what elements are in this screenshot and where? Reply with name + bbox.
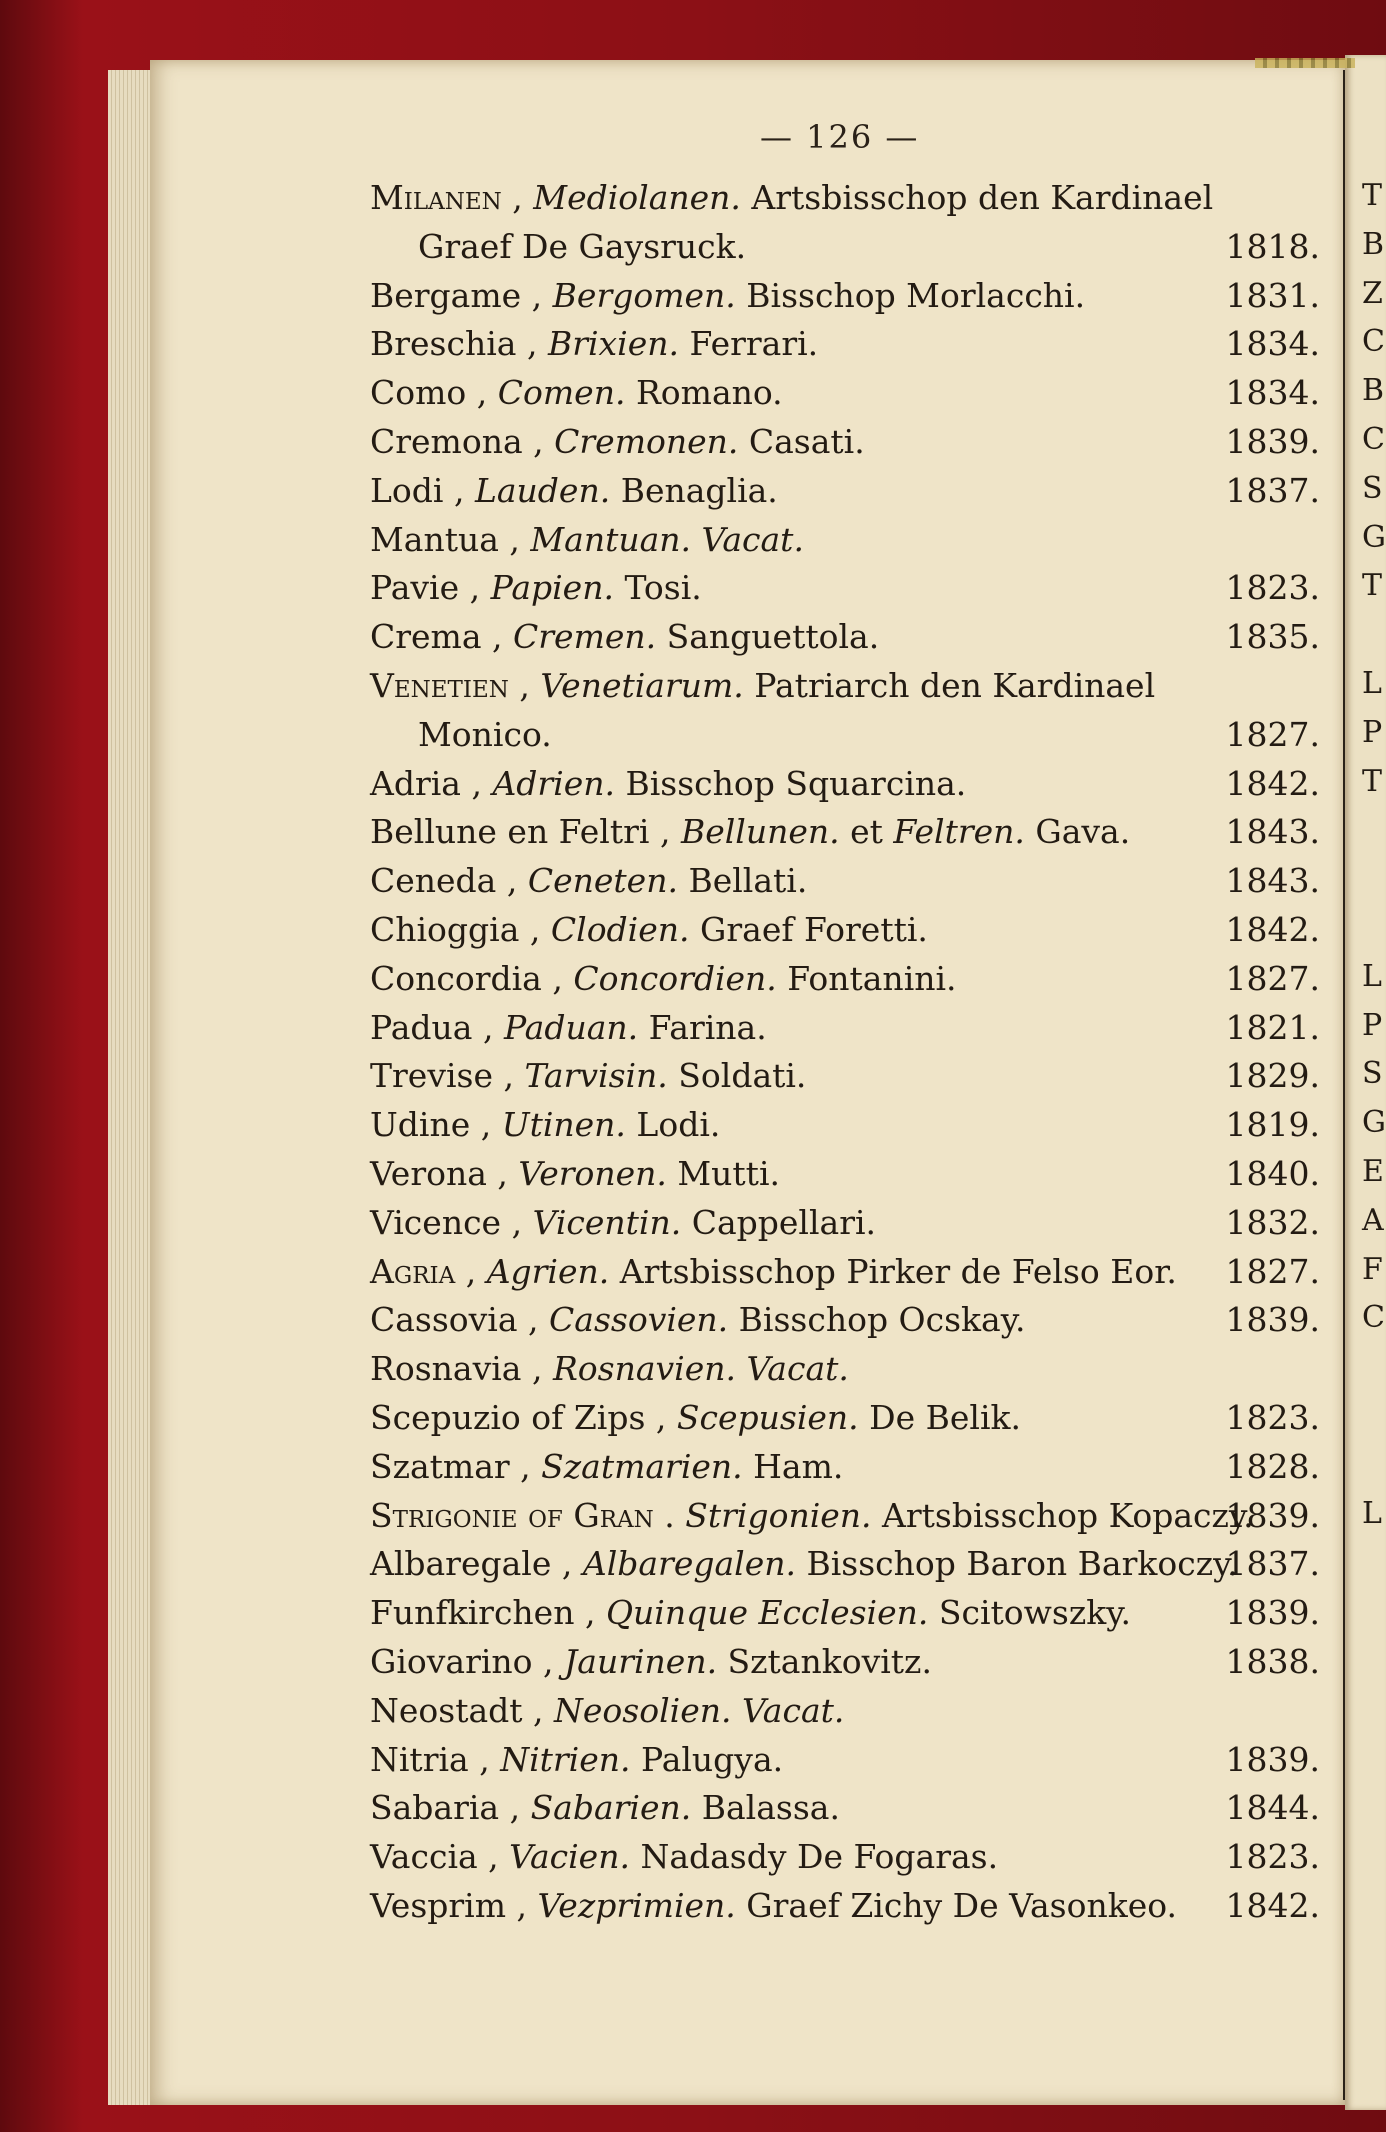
diocese-name: Cremona: [370, 422, 523, 461]
diocese-name: Strigonie of Gran: [370, 1495, 654, 1535]
list-item: [370, 227, 1320, 271]
separator: ,: [506, 1886, 538, 1925]
diocese-name: Pavie: [370, 568, 460, 608]
entry-text: [370, 1105, 720, 1144]
separator: ,: [551, 1544, 583, 1584]
page-number: — 126 —: [760, 118, 920, 156]
list-item: [370, 1154, 1320, 1198]
facing-page-letter: S: [1362, 1056, 1383, 1092]
list-item: [370, 1837, 1320, 1881]
entry-year: 1843.: [1225, 812, 1320, 852]
list-item: [370, 568, 1320, 612]
separator: ,: [443, 470, 475, 510]
entry-text: [370, 1837, 998, 1876]
diocese-name: Albaregale: [370, 1544, 552, 1584]
entry-text: [370, 1593, 1131, 1632]
entry-text: [370, 1056, 806, 1095]
list-item: [370, 1593, 1320, 1637]
bishop-name: Farina.: [638, 1007, 767, 1047]
entry-text: [370, 1349, 849, 1388]
diocese-name: Venetien: [370, 666, 509, 705]
bishop-name: Artsbisschop Pirker de Felso Eor.: [609, 1251, 1177, 1291]
entry-year: 1839.: [1225, 1593, 1320, 1633]
separator: ,: [522, 1690, 555, 1730]
facing-page-letter: E: [1362, 1154, 1384, 1189]
separator: ,: [455, 1251, 487, 1291]
latin-name: Vicentin.: [532, 1202, 682, 1242]
entry-year: 1842.: [1225, 1886, 1320, 1925]
list-item: [370, 520, 1320, 564]
list-item: [370, 1740, 1320, 1784]
latin-name: Comen.: [497, 373, 626, 413]
bishop-name: Patriarch den Kardinael: [743, 666, 1156, 705]
diocese-name: Ceneda: [370, 861, 497, 901]
bishop-name: Bisschop Ocskay.: [728, 1300, 1026, 1340]
entry-text: [370, 1544, 1238, 1583]
latin-name: Mediolanen.: [533, 178, 741, 217]
bishop-name: Cappellari.: [681, 1202, 877, 1242]
separator: ,: [470, 1105, 502, 1145]
entry-year: 1823.: [1225, 1398, 1320, 1437]
separator: ,: [508, 666, 541, 705]
entry-year: 1818.: [1225, 226, 1320, 266]
diocese-name: Breschia: [370, 324, 517, 364]
diocese-name: Lodi: [370, 470, 444, 510]
facing-page-letter: P: [1362, 1007, 1383, 1043]
separator: ,: [649, 812, 681, 852]
entry-text: [418, 715, 552, 754]
latin-name: Papien.: [490, 568, 614, 608]
facing-page-letter: T: [1362, 178, 1383, 213]
entry-year: 1823.: [1225, 1837, 1320, 1877]
bishop-name: De Belik.: [858, 1398, 1022, 1437]
list-item: [370, 617, 1320, 661]
bishop-name: Romano.: [625, 373, 783, 413]
entry-text: [370, 959, 957, 998]
diocese-name: Vicence: [370, 1202, 502, 1242]
list-item: [370, 910, 1320, 954]
entry-text: [370, 910, 928, 949]
latin-name: Vacat.: [741, 1690, 845, 1730]
entry-year: 1828.: [1225, 1446, 1320, 1486]
bishop-name: Artsbisschop Kopaczy.: [871, 1495, 1254, 1535]
separator: ,: [499, 1788, 531, 1828]
diocese-name: Vaccia: [370, 1837, 478, 1877]
latin-name: Vacat.: [746, 1349, 849, 1389]
separator: ,: [472, 1007, 504, 1047]
bishop-name: Bellati.: [677, 861, 808, 901]
list-item: [370, 1691, 1320, 1735]
facing-page-letter: C: [1362, 324, 1385, 360]
separator: ,: [574, 1593, 606, 1633]
entry-year: 1827.: [1225, 1251, 1320, 1291]
separator: ,: [532, 1642, 565, 1681]
separator: ,: [501, 1202, 533, 1242]
entry-text: [370, 1154, 780, 1193]
bishop-name: Ferrari.: [678, 324, 819, 364]
bishop-name: Ham.: [742, 1446, 844, 1486]
entry-year: 1844.: [1225, 1788, 1320, 1828]
list-item: [370, 764, 1320, 808]
latin-name: Rosnavien.: [552, 1349, 736, 1389]
entry-text: [370, 1740, 783, 1779]
bishop-name: Graef Zichy De Vasonkeo.: [735, 1886, 1177, 1925]
latin-name: Vacien.: [509, 1837, 630, 1877]
latin-name: Cassovien.: [549, 1300, 729, 1340]
entry-text: [370, 1252, 1177, 1291]
list-item: [370, 1203, 1320, 1247]
list-item: [370, 1056, 1320, 1100]
latin-name: Brixien.: [547, 324, 679, 364]
list-item: [370, 1252, 1320, 1296]
entry-text: [370, 520, 804, 559]
entry-text: [370, 1691, 844, 1730]
entry-text: [370, 1203, 876, 1242]
entry-text: [370, 324, 818, 363]
diocese-name: Crema: [370, 617, 482, 657]
bishop-name: Graef Foretti.: [689, 910, 928, 949]
entry-year: 1823.: [1225, 568, 1320, 608]
separator: ,: [516, 324, 548, 364]
entry-year: 1840.: [1225, 1154, 1320, 1193]
bishop-name: Gava.: [1024, 812, 1131, 852]
bishop-name: Artsbisschop den Kardinael: [740, 178, 1214, 217]
facing-page-letter: L: [1362, 958, 1382, 994]
latin-name: Utinen.: [501, 1105, 626, 1145]
entry-year: 1827.: [1225, 958, 1320, 998]
diocese-name: Concordia: [370, 958, 542, 998]
facing-page-letter: C: [1362, 422, 1385, 457]
bishop-name: Casati.: [738, 422, 865, 461]
diocese-name: Giovarino: [370, 1642, 533, 1681]
facing-page-letter: T: [1362, 568, 1383, 604]
latin-name: Vezprimien.: [537, 1886, 736, 1925]
separator: ,: [521, 1349, 553, 1389]
separator: ,: [492, 1056, 525, 1096]
diocese-name: Trevise: [370, 1056, 493, 1096]
entry-year: 1843.: [1225, 861, 1320, 901]
latin-name: Tarvisin.: [524, 1056, 668, 1096]
bishop-name: Soldati.: [667, 1056, 807, 1096]
entry-year: 1831.: [1225, 275, 1320, 315]
latin-name: Adrien.: [492, 763, 616, 803]
facing-page-letter: B: [1362, 373, 1385, 409]
separator: ,: [477, 1837, 510, 1877]
bishop-name: Fontanini.: [776, 958, 957, 998]
diocese-name: Rosnavia: [370, 1349, 522, 1389]
diocese-name: Neostadt: [370, 1690, 523, 1730]
entry-year: 1839.: [1225, 1300, 1320, 1340]
latin-name: Bellunen.: [680, 812, 840, 852]
entry-year: 1829.: [1225, 1056, 1320, 1096]
latin-name: Scepusien.: [676, 1398, 859, 1437]
list-item: [370, 373, 1320, 417]
latin-name: Lauden.: [474, 470, 611, 510]
facing-page-letter: S: [1362, 470, 1383, 506]
facing-page-letter: G: [1362, 1105, 1386, 1141]
entry-year: 1842.: [1225, 910, 1320, 949]
latin-name: Jaurinen.: [564, 1642, 718, 1681]
facing-page-letter: F: [1362, 1251, 1383, 1287]
diocese-name: Monico.: [418, 714, 552, 754]
entry-year: 1832.: [1225, 1202, 1320, 1242]
entry-year: 1834.: [1225, 324, 1320, 364]
entry-text: [370, 1008, 767, 1047]
list-item: [370, 1642, 1320, 1686]
list-item: [370, 666, 1320, 710]
entry-text: [370, 568, 702, 607]
bishop-name: Balassa.: [691, 1788, 840, 1828]
bishop-name: [731, 1691, 742, 1730]
list-item: [370, 471, 1320, 515]
latin-name: Feltren.: [893, 812, 1025, 852]
latin-name: Clodien.: [550, 910, 690, 949]
entry-year: 1839.: [1225, 1495, 1320, 1535]
separator: ,: [509, 1446, 542, 1486]
entry-text: [370, 1788, 840, 1827]
separator: ,: [481, 617, 514, 657]
entry-year: 1837.: [1225, 470, 1320, 510]
latin-name: Vacat.: [701, 519, 804, 559]
entry-year: 1842.: [1225, 763, 1320, 803]
diocese-name: Szatmar: [370, 1446, 510, 1486]
list-item: [370, 861, 1320, 905]
latin-name: Bergomen.: [552, 275, 736, 315]
diocese-name: Bergame: [370, 275, 522, 315]
entry-text: [370, 178, 1213, 217]
entry-text: [370, 471, 778, 510]
entry-year: 1837.: [1225, 1544, 1320, 1584]
facing-page-letters: [1362, 0, 1386, 2132]
separator: ,: [522, 422, 555, 461]
diocese-name: Graef De Gaysruck.: [418, 226, 747, 266]
latin-name: Cremen.: [513, 617, 657, 657]
list-item: [370, 178, 1320, 222]
entry-text: [370, 1642, 932, 1681]
latin-name: Cremonen.: [554, 422, 739, 461]
entry-text: [370, 1496, 1254, 1535]
latin-name: Agrien.: [486, 1251, 610, 1291]
bishop-name: Sanguettola.: [656, 617, 880, 657]
facing-page-letter: A: [1362, 1202, 1384, 1238]
diocese-name: Adria: [370, 763, 461, 803]
entry-year: 1835.: [1225, 617, 1320, 657]
diocese-name: Chioggia: [370, 910, 520, 949]
latin-name: Concordien.: [573, 958, 777, 998]
separator: .: [653, 1495, 686, 1535]
bishop-name: Mutti.: [666, 1154, 780, 1193]
separator: ,: [466, 373, 498, 413]
diocese-name: Vesprim: [370, 1886, 507, 1925]
diocese-name: Sabaria: [370, 1788, 500, 1828]
latin-name: Ceneten.: [527, 861, 678, 901]
diocese-name: Milanen: [370, 178, 502, 217]
latin-name: Venetiarum.: [540, 666, 744, 705]
list-item: [370, 715, 1320, 759]
latin-name: Veronen.: [518, 1154, 667, 1193]
diocese-name: Bellune en Feltri: [370, 812, 650, 852]
entry-text: [370, 812, 1130, 851]
bishop-name: Benaglia.: [610, 470, 778, 510]
separator: ,: [498, 519, 531, 559]
bishop-name: Sztankovitz.: [717, 1642, 932, 1681]
separator: ,: [519, 910, 551, 949]
latin-name: Sabarien.: [530, 1788, 692, 1828]
bishop-name: Bisschop Squarcina.: [615, 763, 967, 803]
diocese-name: Cassovia: [370, 1300, 518, 1340]
diocese-name: Udine: [370, 1105, 471, 1145]
facing-page-letter: P: [1362, 714, 1383, 750]
facing-page-letter: L: [1362, 1495, 1382, 1531]
entry-text: [370, 764, 966, 803]
entry-text: [370, 1398, 1021, 1437]
entry-year: 1821.: [1225, 1007, 1320, 1047]
latin-name: Mantuan.: [530, 519, 692, 559]
latin-name: Strigonien.: [685, 1495, 872, 1535]
list-item: [370, 959, 1320, 1003]
bishop-name: Tosi.: [613, 568, 702, 608]
entry-text: [370, 617, 879, 656]
list-item: [370, 1886, 1320, 1930]
latin-name: Paduan.: [503, 1007, 639, 1047]
facing-page-letter: C: [1362, 1300, 1385, 1336]
bishop-name: Palugya.: [630, 1739, 784, 1779]
diocese-name: Agria: [370, 1251, 456, 1291]
entry-text: [370, 1300, 1025, 1339]
facing-page-letter: L: [1362, 666, 1382, 701]
facing-page-letter: B: [1362, 226, 1385, 262]
facing-page-letter: T: [1362, 763, 1383, 799]
separator: ,: [460, 763, 493, 803]
list-item: [370, 1105, 1320, 1149]
entry-year: 1838.: [1225, 1642, 1320, 1681]
entry-text: [370, 422, 865, 461]
diocese-name: Mantua: [370, 519, 499, 559]
bishop-name: [691, 520, 702, 559]
entry-year: 1839.: [1225, 1739, 1320, 1779]
latin-name: Quinque Ecclesien.: [605, 1593, 929, 1633]
list-item: [370, 812, 1320, 856]
list-item: [370, 1300, 1320, 1344]
list-item: [370, 324, 1320, 368]
entry-text: [370, 373, 783, 412]
diocese-name: Funfkirchen: [370, 1593, 575, 1633]
separator: ,: [517, 1300, 550, 1340]
entry-year: 1839.: [1225, 422, 1320, 461]
list-item: [370, 422, 1320, 466]
list-item: [370, 1447, 1320, 1491]
entry-text: [370, 276, 1085, 315]
entry-year: 1827.: [1225, 714, 1320, 754]
separator: ,: [496, 861, 528, 901]
separator: ,: [468, 1739, 501, 1779]
entry-text: [370, 1447, 843, 1486]
latin-name: Albaregalen.: [582, 1544, 796, 1584]
list-item: [370, 1349, 1320, 1393]
list-item: [370, 276, 1320, 320]
entry-text: [370, 666, 1155, 705]
bishop-name: Scitowszky.: [928, 1593, 1131, 1633]
diocese-name: Verona: [370, 1154, 487, 1193]
list-item: [370, 1398, 1320, 1442]
list-item: [370, 1544, 1320, 1588]
list-item: [370, 1788, 1320, 1832]
diocese-name: Nitria: [370, 1739, 469, 1779]
entry-text: [370, 1886, 1177, 1925]
bishop-name: Lodi.: [625, 1105, 721, 1145]
bishop-name: [736, 1349, 747, 1388]
latin-name: Nitrien.: [500, 1739, 631, 1779]
latin-name: Szatmarien.: [541, 1446, 743, 1486]
bishop-name: Nadasdy De Fogaras.: [629, 1837, 999, 1877]
entry-year: 1819.: [1225, 1105, 1320, 1145]
separator: ,: [459, 568, 491, 608]
bishop-name: et: [839, 812, 894, 852]
facing-page-letter: Z: [1362, 275, 1383, 311]
diocese-name: Padua: [370, 1007, 473, 1047]
entry-year: 1834.: [1225, 373, 1320, 413]
list-item: [370, 1008, 1320, 1052]
facing-page-letter: G: [1362, 519, 1386, 555]
bishop-name: Bisschop Baron Barkoczy.: [795, 1544, 1238, 1584]
entry-text: [418, 227, 746, 266]
diocese-name: Scepuzio of Zips: [370, 1398, 646, 1437]
separator: ,: [541, 958, 574, 998]
separator: ,: [501, 178, 534, 217]
separator: ,: [521, 275, 553, 315]
bishop-name: Bisschop Morlacchi.: [735, 275, 1086, 315]
list-item: [370, 1496, 1320, 1540]
diocese-name: Como: [370, 373, 467, 413]
separator: ,: [645, 1398, 677, 1437]
separator: ,: [486, 1154, 519, 1193]
entry-text: [370, 861, 807, 900]
latin-name: Neosolien.: [554, 1690, 732, 1730]
